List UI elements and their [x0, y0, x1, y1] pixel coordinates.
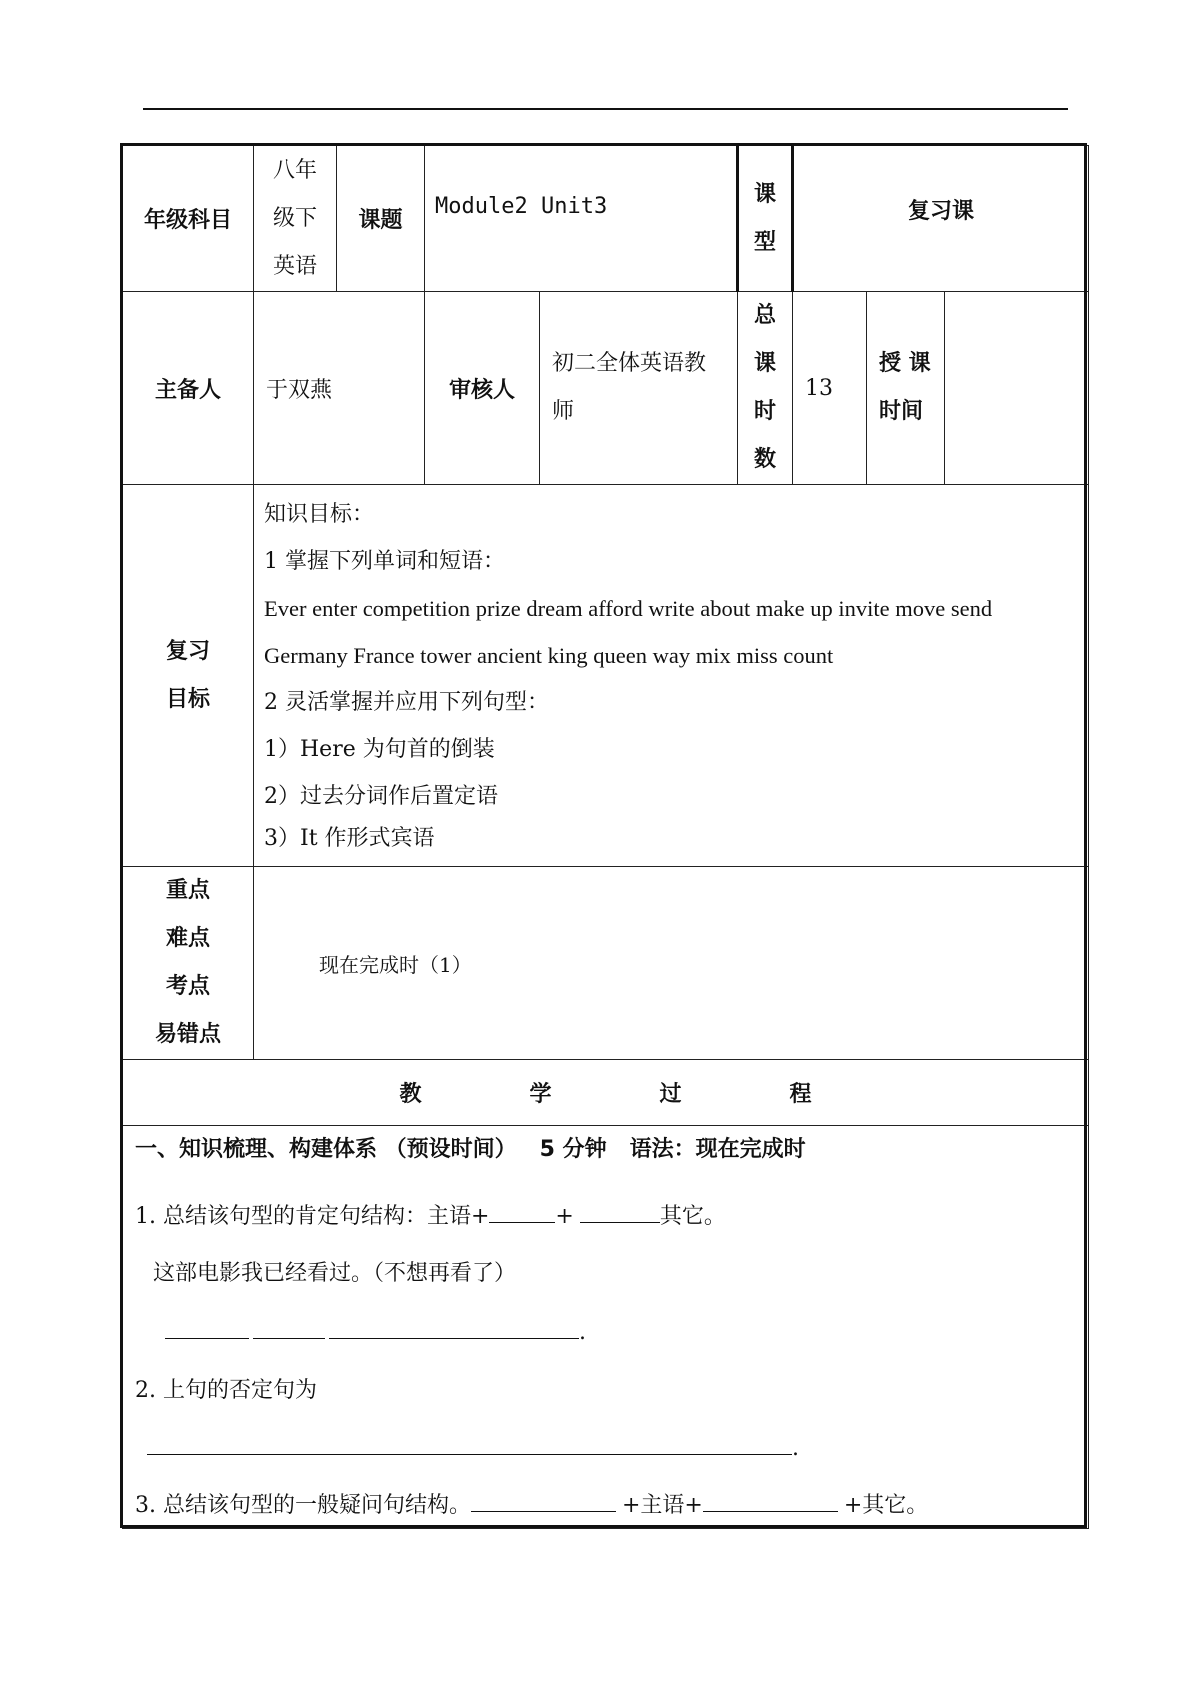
- goals-line: 2）过去分词作后置定语: [264, 784, 498, 809]
- row-grade-topic: [123, 146, 1089, 292]
- goals-line: 1）Here 为句首的倒装: [264, 737, 495, 762]
- goals-line: 1 掌握下列单词和短语：: [264, 549, 505, 574]
- type-label: 课 型: [738, 146, 793, 292]
- answer-blank[interactable]: [329, 1316, 579, 1339]
- reviewer-label: 审核人: [425, 292, 540, 485]
- review-goals-label: 复习 目标: [123, 485, 254, 867]
- answer-blank[interactable]: [580, 1200, 660, 1223]
- total-hours-label: 总 课 时 数: [738, 292, 793, 485]
- teaching-process-title: 教 学 过 程: [123, 1060, 1089, 1126]
- answer-blank[interactable]: [489, 1200, 555, 1223]
- review-goals-content: [254, 485, 1089, 867]
- grade-subject-value: 八年 级下 英语: [254, 146, 337, 292]
- question-1-example: 这部电影我已经看过。（不想再看了）: [153, 1261, 517, 1286]
- type-value: 复习课: [793, 146, 1089, 292]
- question-3: 3. 总结该句型的一般疑问句结构。 +主语+ +其它。: [135, 1488, 928, 1519]
- preparer-label: 主备人: [123, 292, 254, 485]
- answer-line-1[interactable]: .: [165, 1316, 586, 1345]
- goals-vocab-line: Ever enter competition prize dream afford write about make up invite move send: [264, 596, 993, 621]
- goals-line: 2 灵活掌握并应用下列句型：: [264, 690, 549, 715]
- question-1: 1. 总结该句型的肯定句结构：主语+ + 其它。: [135, 1199, 726, 1230]
- answer-line-2[interactable]: .: [147, 1432, 799, 1461]
- goals-vocab-line: Germany France tower ancient king queen way mix miss count: [264, 643, 834, 668]
- teach-time-label: 授 课 时间: [867, 292, 945, 485]
- header-rule: [143, 108, 1068, 110]
- row-review-goals: [123, 485, 1089, 867]
- answer-blank[interactable]: [253, 1316, 325, 1339]
- goals-line: 知识目标：: [264, 502, 375, 527]
- answer-blank[interactable]: [471, 1489, 616, 1512]
- topic-value: Module2 Unit3: [425, 146, 738, 292]
- answer-blank[interactable]: [147, 1432, 792, 1455]
- answer-blank[interactable]: [703, 1489, 838, 1512]
- goals-line: 3）It 作形式宾语: [264, 826, 435, 851]
- section1-heading: 一、知识梳理、构建体系 （预设时间） 5 分钟 语法：现在完成时: [135, 1137, 806, 1162]
- lesson-plan-table: [122, 145, 1089, 1529]
- row-key-points: [123, 867, 1089, 1060]
- key-points-label: 重点 难点 考点 易错点: [123, 867, 254, 1060]
- reviewer-value: 初二全体英语教 师: [540, 292, 738, 485]
- preparer-value: 于双燕: [254, 292, 425, 485]
- row-process-title: [123, 1060, 1089, 1126]
- topic-label: 课题: [337, 146, 425, 292]
- question-2: 2. 上句的否定句为: [135, 1378, 317, 1403]
- work-area: [123, 1126, 1089, 1529]
- teach-time-value: [945, 292, 1089, 485]
- row-work-area: [123, 1126, 1089, 1529]
- row-preparer: [123, 292, 1089, 485]
- key-points-value: 现在完成时（1）: [254, 867, 1089, 1060]
- grade-subject-label: 年级科目: [123, 146, 254, 292]
- total-hours-value: 13: [793, 292, 867, 485]
- answer-blank[interactable]: [165, 1316, 249, 1339]
